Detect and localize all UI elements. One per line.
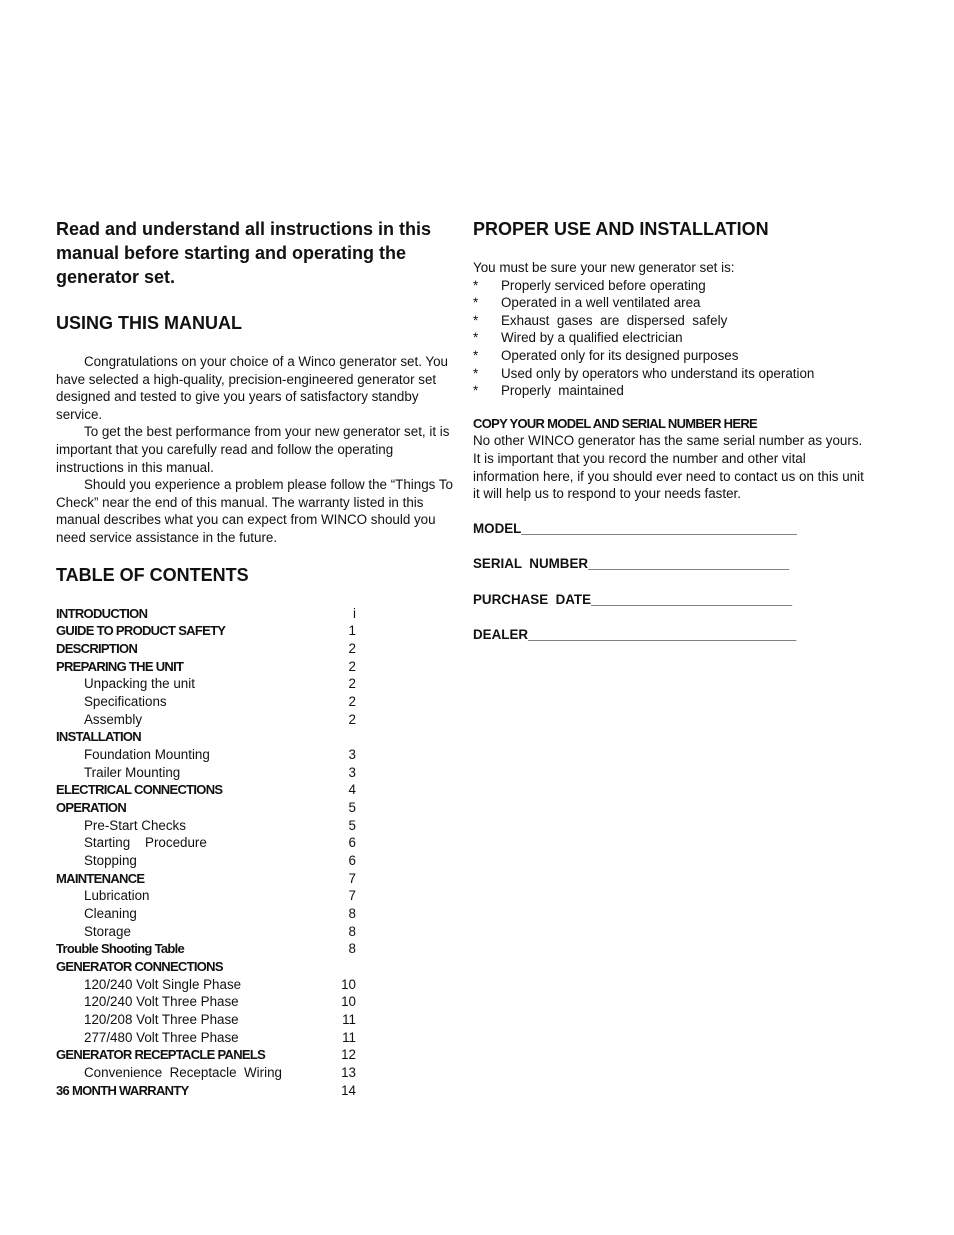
- toc-entry: [56, 799, 356, 817]
- using-manual-body: [56, 353, 456, 547]
- toc-entry: [56, 675, 356, 693]
- toc-entry: [56, 728, 356, 746]
- model-field: MODEL_____________________________________: [473, 520, 797, 536]
- toc-entry: [56, 940, 356, 958]
- toc-label: OPERATION: [56, 799, 127, 815]
- list-item: [473, 294, 873, 312]
- asterisk-bullet: *: [473, 347, 479, 363]
- read-instructions-notice: [56, 217, 456, 289]
- toc-page: 3: [348, 764, 356, 780]
- toc-entry: [56, 1046, 356, 1064]
- toc-page: 7: [348, 888, 356, 904]
- toc-page: 2: [348, 658, 356, 674]
- toc-page: 7: [348, 870, 356, 886]
- toc-label: Convenience Receptacle Wiring: [84, 1065, 282, 1080]
- record-heading: COPY YOUR MODEL AND SERIAL NUMBER HERE: [473, 415, 757, 431]
- toc-entry: [56, 976, 356, 994]
- toc-label: ELECTRICAL CONNECTIONS: [56, 782, 223, 798]
- toc-label: GENERATOR RECEPTACLE PANELS: [56, 1047, 266, 1063]
- toc-page: 5: [348, 817, 356, 833]
- toc-page: 10: [341, 994, 356, 1010]
- toc-entry: [56, 887, 356, 905]
- list-item-text: Operated in a well ventilated area: [501, 295, 701, 311]
- requirements-list: [473, 277, 873, 400]
- record-text: No other WINCO generator has the same serial number as yours. It is important that you record the number and other vital information here, if you should ever need to contact us on this unit it will help us to respond to your needs faster.: [473, 433, 864, 502]
- using-manual-heading: USING THIS MANUAL: [56, 313, 242, 333]
- toc-label: PREPARING THE UNIT: [56, 658, 184, 674]
- toc-page: 8: [348, 905, 356, 921]
- toc-page: 11: [342, 1011, 356, 1027]
- toc-entry: [56, 658, 356, 676]
- asterisk-bullet: *: [473, 312, 479, 328]
- asterisk-bullet: *: [473, 295, 479, 311]
- toc-entry: [56, 1064, 356, 1082]
- toc-heading: TABLE OF CONTENTS: [56, 564, 249, 585]
- asterisk-bullet: *: [473, 330, 479, 346]
- toc-label: Trouble Shooting Table: [56, 941, 185, 957]
- notice-line: generator set.: [56, 267, 176, 287]
- asterisk-bullet: *: [473, 383, 479, 399]
- toc-label: 120/240 Volt Three Phase: [84, 994, 239, 1010]
- toc-label: INSTALLATION: [56, 729, 141, 745]
- toc-page: 2: [348, 711, 356, 727]
- proper-use-lead: You must be sure your new generator set is:: [473, 260, 735, 275]
- notice-line: Read and understand all instructions in this: [56, 219, 432, 239]
- toc-entry: [56, 622, 356, 640]
- list-item: [473, 365, 873, 383]
- toc-label: Unpacking the unit: [84, 676, 195, 692]
- toc-label: Foundation Mounting: [84, 746, 210, 762]
- toc-entry: [56, 1029, 356, 1047]
- list-item-text: Operated only for its designed purposes: [501, 347, 739, 363]
- toc-page: 5: [348, 799, 356, 815]
- dealer-field: DEALER____________________________________: [473, 627, 797, 643]
- list-item: [473, 277, 873, 295]
- toc-label: GUIDE TO PRODUCT SAFETY: [56, 623, 226, 639]
- toc-label: 120/208 Volt Three Phase: [84, 1011, 239, 1027]
- list-item-text: Exhaust gases are dispersed safely: [501, 312, 728, 328]
- toc-page: 13: [341, 1065, 356, 1080]
- paragraph: To get the best performance from your new generator set, it is important that you carefully read and follow the operating instructions in this manual.: [56, 424, 450, 475]
- toc-entry: [56, 923, 356, 941]
- toc-label: Starting Procedure: [84, 835, 207, 851]
- toc-entry: [56, 905, 356, 923]
- toc-label: Pre-Start Checks: [84, 817, 186, 833]
- table-of-contents: [56, 605, 356, 1100]
- toc-page: 14: [341, 1082, 356, 1098]
- toc-label: Assembly: [84, 711, 143, 727]
- proper-use-heading: PROPER USE AND INSTALLATION: [473, 219, 769, 239]
- asterisk-bullet: *: [473, 365, 479, 381]
- toc-page: 4: [348, 782, 356, 798]
- toc-label: 120/240 Volt Single Phase: [84, 976, 242, 992]
- toc-entry: [56, 834, 356, 852]
- toc-label: Trailer Mounting: [84, 764, 181, 780]
- toc-page: 8: [348, 941, 356, 957]
- toc-page: 12: [341, 1047, 356, 1063]
- record-fields: [473, 520, 873, 662]
- toc-entry: [56, 746, 356, 764]
- toc-label: Stopping: [84, 852, 137, 868]
- toc-page: 8: [348, 923, 356, 939]
- left-column: [56, 217, 456, 1099]
- toc-label: GENERATOR CONNECTIONS: [56, 958, 223, 974]
- paragraph: Congratulations on your choice of a Winco generator set. You have selected a high-quality, precision-engineered generator set designed and tested to give you years of satisfactory standby service.: [56, 354, 449, 422]
- toc-page: 10: [341, 976, 356, 992]
- serial-number-field: SERIAL NUMBER___________________________: [473, 556, 790, 572]
- toc-label: Lubrication: [84, 888, 150, 904]
- toc-page: 11: [342, 1029, 356, 1045]
- toc-page: 3: [348, 746, 356, 762]
- toc-entry: [56, 693, 356, 711]
- purchase-date-field: PURCHASE DATE___________________________: [473, 591, 793, 607]
- toc-entry: [56, 1011, 356, 1029]
- list-item-text: Properly serviced before operating: [501, 277, 706, 293]
- list-item: [473, 347, 873, 365]
- toc-entry: [56, 1082, 356, 1100]
- toc-entry: [56, 711, 356, 729]
- list-item: [473, 382, 873, 400]
- toc-page: 2: [348, 693, 356, 709]
- toc-label: 36 MONTH WARRANTY: [56, 1082, 189, 1098]
- toc-page: 2: [348, 640, 356, 656]
- toc-label: 277/480 Volt Three Phase: [84, 1029, 239, 1045]
- toc-entry: [56, 870, 356, 888]
- toc-page: i: [353, 605, 356, 621]
- list-item-text: Wired by a qualified electrician: [501, 330, 683, 346]
- toc-page: 2: [348, 676, 356, 692]
- toc-entry: [56, 817, 356, 835]
- toc-label: Cleaning: [84, 905, 137, 921]
- toc-entry: [56, 781, 356, 799]
- toc-page: 6: [348, 852, 356, 868]
- toc-entry: [56, 764, 356, 782]
- toc-entry: [56, 958, 356, 976]
- list-item: [473, 312, 873, 330]
- asterisk-bullet: *: [473, 277, 479, 293]
- toc-entry: [56, 993, 356, 1011]
- toc-label: Specifications: [84, 693, 167, 709]
- notice-line: manual before starting and operating the: [56, 243, 407, 263]
- proper-use-body: [473, 259, 873, 662]
- toc-label: DESCRIPTION: [56, 640, 138, 656]
- toc-page: 1: [348, 623, 356, 639]
- list-item-text: Used only by operators who understand its operation: [501, 365, 815, 381]
- list-item: [473, 329, 873, 347]
- toc-label: Storage: [84, 923, 131, 939]
- toc-entry: [56, 640, 356, 658]
- paragraph: Should you experience a problem please follow the “Things To Check” near the end of this manual. The warranty listed in this manual describes what you can expect from WINCO should you need service assistance in the future.: [56, 477, 453, 545]
- toc-label: MAINTENANCE: [56, 870, 145, 886]
- toc-label: INTRODUCTION: [56, 605, 148, 621]
- toc-page: 6: [348, 835, 356, 851]
- toc-entry: [56, 852, 356, 870]
- toc-entry: [56, 605, 356, 623]
- right-column: [473, 217, 873, 662]
- list-item-text: Properly maintained: [501, 383, 624, 399]
